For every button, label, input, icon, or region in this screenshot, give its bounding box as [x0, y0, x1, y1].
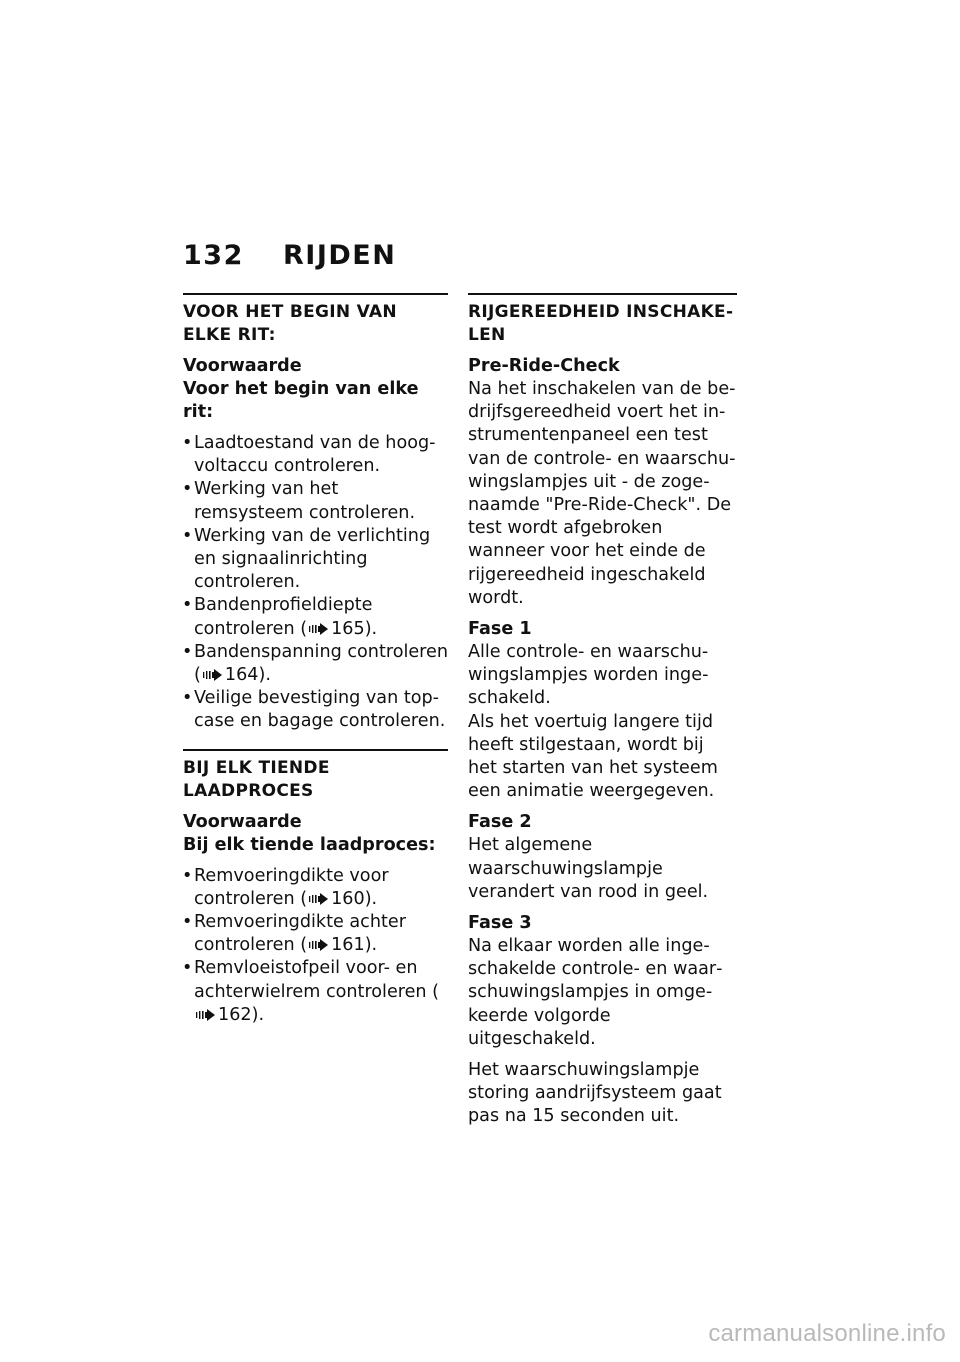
section-title-tenth-charge: BIJ ELK TIENDE LAADPROCES: [183, 757, 330, 801]
left-column: [183, 293, 448, 1042]
intro-paragraph: Na het inschakelen van de bedrijfsgereedheid voert het instrumentenpaneel een test van de controle- en waarschuwingslampjes uit - de zogenaamde "Pre-Ride-Check". De test wordt afgebroken wanneer voor het einde de rijgereedheid ingeschakeld wordt.: [468, 379, 736, 608]
condition-label: Voorwaarde: [183, 356, 302, 376]
page-reference-arrow-icon: [196, 1009, 215, 1021]
section-title-before-ride: VOOR HET BEGIN VAN ELKE RIT:: [183, 302, 397, 345]
list-item: • Bandenspanning controleren ( 164).: [183, 641, 448, 687]
page-header: [183, 240, 396, 271]
watermark: carmanualsonline.info: [708, 1320, 946, 1347]
phase-1-text: Alle controle- en waarschuwingslampjes worden ingeschakeld.: [468, 642, 709, 709]
page-reference[interactable]: 162: [218, 1004, 252, 1025]
phase-3-text: Na elkaar worden alle ingeschakelde controle- en waarschuwingslampjes in omgekeerde volgorde uitgeschakeld.: [468, 936, 723, 1049]
chapter-title: RIJDEN: [283, 240, 397, 271]
list-item: • Bandenprofieldiepte controleren ( 165).: [183, 594, 448, 640]
page-number: 132: [183, 240, 244, 271]
phase-2-label: Fase 2: [468, 812, 532, 833]
section-title-ride-ready: RIJGEREEDHEID INSCHAKELEN: [468, 302, 734, 345]
list-item: • Laadtoestand van de hoogvoltaccu controleren.: [183, 432, 448, 478]
page-reference-arrow-icon: [309, 939, 328, 951]
section-divider: [183, 749, 448, 751]
page-reference[interactable]: 160: [331, 888, 365, 909]
checklist-before-ride: [183, 432, 448, 734]
phase-1-label: Fase 1: [468, 619, 532, 640]
right-column: [468, 293, 737, 1137]
list-item: • Werking van de verlichting en signaalinrichting controleren.: [183, 525, 448, 595]
condition-text: Bij elk tiende laadproces:: [183, 834, 436, 855]
list-item: • Remvloeistofpeil voor- en achterwielrem controleren (162).: [183, 957, 448, 1027]
section-divider: [183, 293, 448, 295]
condition-text: Voor het begin van elke rit:: [183, 379, 419, 422]
phase-3-label: Fase 3: [468, 913, 532, 934]
page-reference[interactable]: 165: [331, 618, 365, 639]
closing-paragraph: Het waarschuwingslampje storing aandrijfsysteem gaat pas na 15 seconden uit.: [468, 1060, 722, 1127]
subtitle-pre-ride-check: Pre-Ride-Check: [468, 356, 620, 376]
list-item: • Werking van het remsysteem controleren.: [183, 478, 448, 524]
list-item: • Remvoeringdikte achter controleren ( 161).: [183, 911, 448, 957]
page-reference-arrow-icon: [309, 623, 328, 635]
page-reference-arrow-icon: [309, 893, 328, 905]
list-item: • Veilige bevestiging van topcase en bagage controleren.: [183, 687, 448, 733]
phase-1-note: Als het voertuig langere tijd heeft stilgestaan, wordt bij het starten van het systeem een animatie weergegeven.: [468, 711, 718, 802]
list-item: • Remvoeringdikte voor controleren ( 160).: [183, 865, 448, 911]
page-reference[interactable]: 164: [224, 665, 259, 686]
condition-label: Voorwaarde: [183, 811, 302, 832]
phase-2-text: Het algemene waarschuwingslampje verandert van rood in geel.: [468, 835, 709, 902]
page-reference[interactable]: 161: [331, 935, 365, 956]
checklist-tenth-charge: [183, 865, 448, 1027]
page-reference-arrow-icon: [203, 669, 222, 681]
section-divider: [468, 293, 737, 295]
